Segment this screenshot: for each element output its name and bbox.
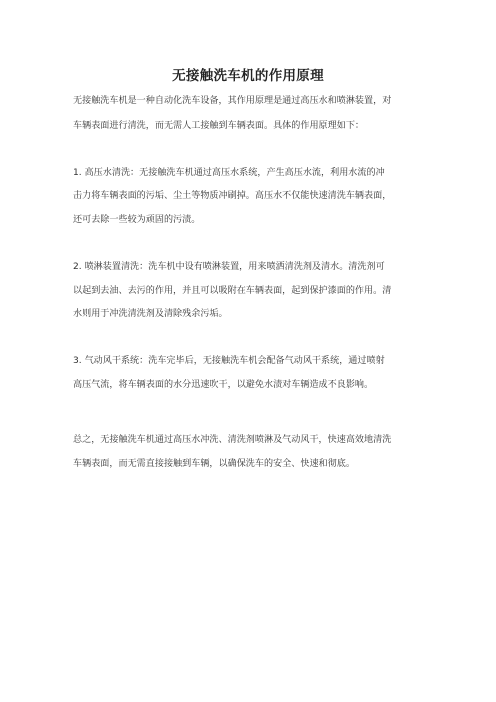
summary-line: 总之，无接触洗车机通过高压水冲洗、清洗剂喷淋及气动风干，快速高效地清洗	[73, 435, 392, 445]
section-2-line: 2. 喷淋装置清洗：洗车机中设有喷淋装置，用来喷洒清洗剂及清水。清洗剂可	[73, 262, 385, 272]
intro-line: 车辆表面进行清洗，而无需人工接触到车辆表面。具体的作用原理如下：	[73, 121, 365, 131]
section-3-line: 3. 气动风干系统：洗车完毕后，无接触洗车机会配备气动风干系统，通过喷射	[73, 356, 385, 366]
section-3-line: 高压气流，将车辆表面的水分迅速吹干，以避免水渍对车辆造成不良影响。	[73, 380, 374, 390]
section-2-line: 以起到去油、去污的作用，并且可以吸附在车辆表面，起到保护漆面的作用。清	[73, 286, 392, 296]
summary-line: 车辆表面，而无需直接接触到车辆，以确保洗车的安全、快速和彻底。	[73, 459, 355, 469]
section-1-line: 击力将车辆表面的污垢、尘土等物质冲刷掉。高压水不仅能快速清洗车辆表面，	[73, 191, 392, 201]
section-1-line: 1. 高压水清洗：无接触洗车机通过高压水系统，产生高压水流，利用水流的冲	[73, 168, 385, 178]
section-2-line: 水则用于冲洗清洗剂及清除残余污垢。	[73, 309, 228, 319]
document-title: 无接触洗车机的作用原理	[172, 68, 324, 84]
section-1-line: 还可去除一些较为顽固的污渍。	[73, 215, 201, 225]
intro-line: 无接触洗车机是一种自动化洗车设备，其作用原理是通过高压水和喷淋装置，对	[73, 96, 392, 106]
